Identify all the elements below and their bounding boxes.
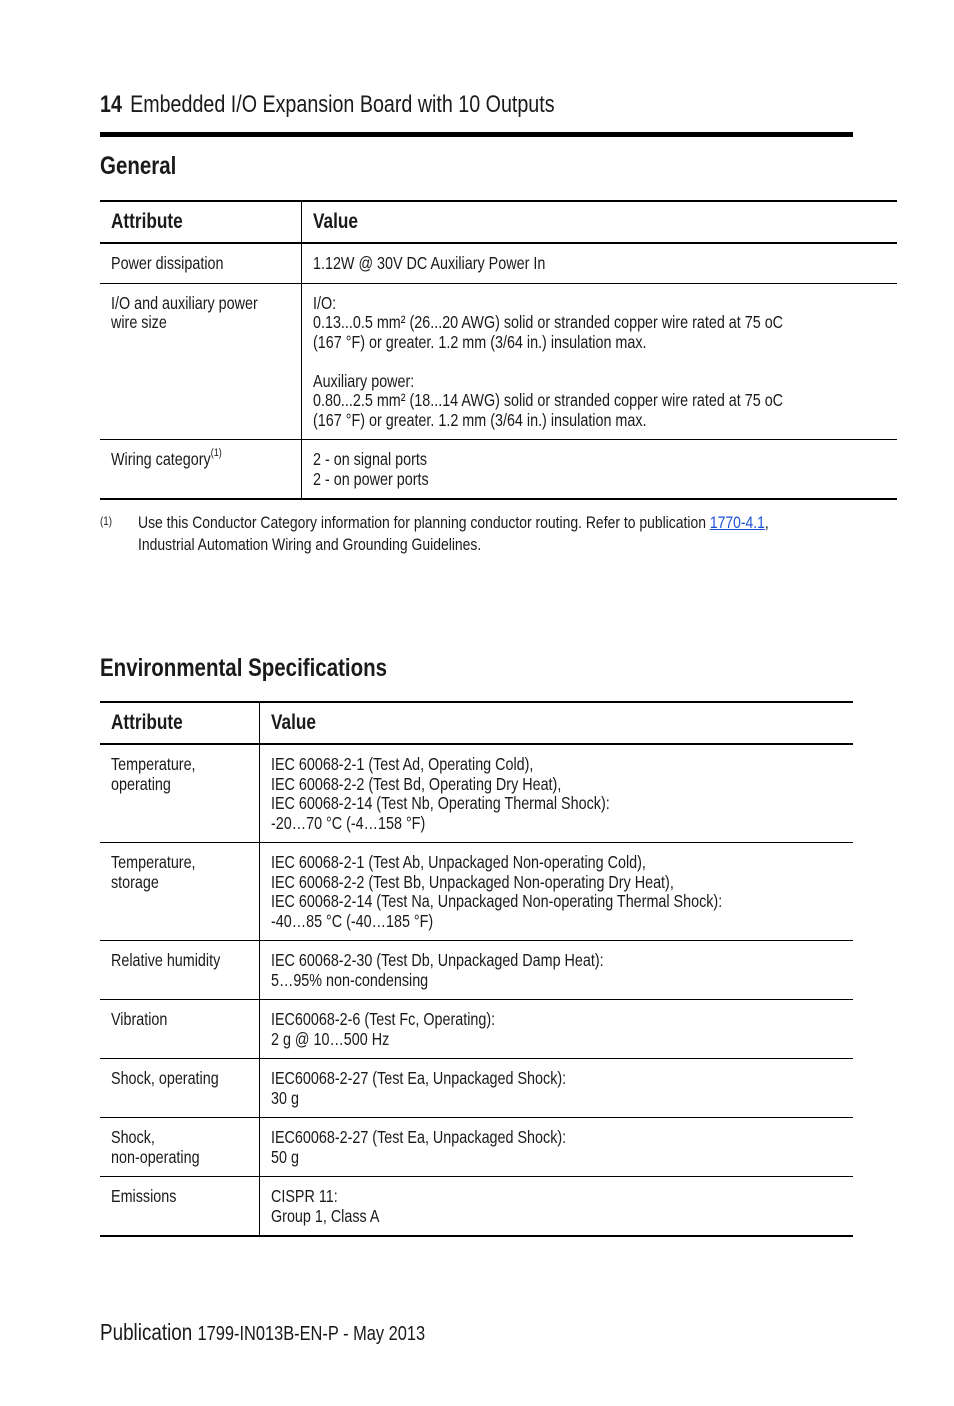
publication-footer [100, 1318, 496, 1348]
attribute-cell: Shock, operating [100, 1059, 259, 1118]
value-cell: IEC60068-2-27 (Test Ea, Unpackaged Shock): 30 g [259, 1059, 853, 1118]
table-row [100, 843, 853, 941]
general-table [100, 200, 897, 500]
table-header-row [100, 702, 853, 744]
table-row [100, 1000, 853, 1059]
column-header-value: Value [301, 201, 897, 243]
running-title: Embedded I/O Expansion Board with 10 Outputs [130, 91, 555, 118]
header-rule [100, 132, 853, 137]
footnote-ref: (1) [210, 447, 222, 460]
value-cell: CISPR 11: Group 1, Class A [259, 1177, 853, 1237]
table-row [100, 243, 897, 283]
table-row [100, 1177, 853, 1237]
column-header-value: Value [259, 702, 853, 744]
publication-id: 1799-IN013B-EN-P - May 2013 [197, 1323, 426, 1345]
attribute-cell: Vibration [100, 1000, 259, 1059]
attribute-cell: Power dissipation [100, 243, 301, 283]
value-cell: IEC60068-2-6 (Test Fc, Operating): 2 g @ 10…500 Hz [259, 1000, 853, 1059]
table-header-row [100, 201, 897, 243]
value-cell: IEC 60068-2-1 (Test Ab, Unpackaged Non-operating Cold), IEC 60068-2-2 (Test Bb, Unpackaged Non-operating Dry Heat), IEC 60068-2-14 (Test Na, Unpackaged Non-operating Thermal Shock): -40…85 °C (-40…185 °F) [259, 843, 853, 941]
environmental-heading: Environmental Specifications [100, 654, 388, 682]
publication-label: Publication [100, 1319, 193, 1345]
table-row [100, 941, 853, 1000]
value-cell: IEC60068-2-27 (Test Ea, Unpackaged Shock): 50 g [259, 1118, 853, 1177]
column-header-attribute: Attribute [100, 702, 259, 744]
attribute-cell: Shock, non-operating [100, 1118, 259, 1177]
environmental-table [100, 701, 853, 1237]
footnote-marker: (1) [100, 514, 113, 528]
value-cell: IEC 60068-2-30 (Test Db, Unpackaged Damp Heat): 5…95% non-condensing [259, 941, 853, 1000]
table-row [100, 283, 897, 440]
publication-link[interactable]: 1770-4.1 [709, 513, 765, 532]
table-row [100, 440, 897, 500]
page-number: 14 [100, 91, 122, 118]
value-cell: IEC 60068-2-1 (Test Ad, Operating Cold), IEC 60068-2-2 (Test Bd, Operating Dry Heat), IEC 60068-2-14 (Test Nb, Operating Thermal Shock): -20…70 °C (-4…158 °F) [259, 744, 853, 843]
column-header-attribute: Attribute [100, 201, 301, 243]
attribute-cell: Temperature, storage [100, 843, 259, 941]
attribute-cell: Temperature, operating [100, 744, 259, 843]
page-header [100, 90, 654, 120]
value-cell: I/O: 0.13...0.5 mm² (26...20 AWG) solid or stranded copper wire rated at 75 oC (167 °F) or greater. 1.2 mm (3/64 in.) insulation max. Auxiliary power: 0.80...2.5 mm² (18...14 AWG) solid or stranded copper wire rated at 75 oC (167 °F) or greater. 1.2 mm (3/64 in.) insulation max. [301, 283, 897, 440]
value-cell: 2 - on signal ports 2 - on power ports [301, 440, 897, 500]
value-gap [313, 352, 886, 372]
value-cell: 1.12W @ 30V DC Auxiliary Power In [301, 243, 897, 283]
attribute-cell: I/O and auxiliary power wire size [100, 283, 301, 440]
attribute-cell: Emissions [100, 1177, 259, 1237]
table-row [100, 1118, 853, 1177]
attribute-cell: Relative humidity [100, 941, 259, 1000]
general-heading: General [100, 152, 177, 180]
table-row [100, 1059, 853, 1118]
attribute-cell: Wiring category$^{(1)}$ [100, 440, 301, 500]
table-row [100, 744, 853, 843]
